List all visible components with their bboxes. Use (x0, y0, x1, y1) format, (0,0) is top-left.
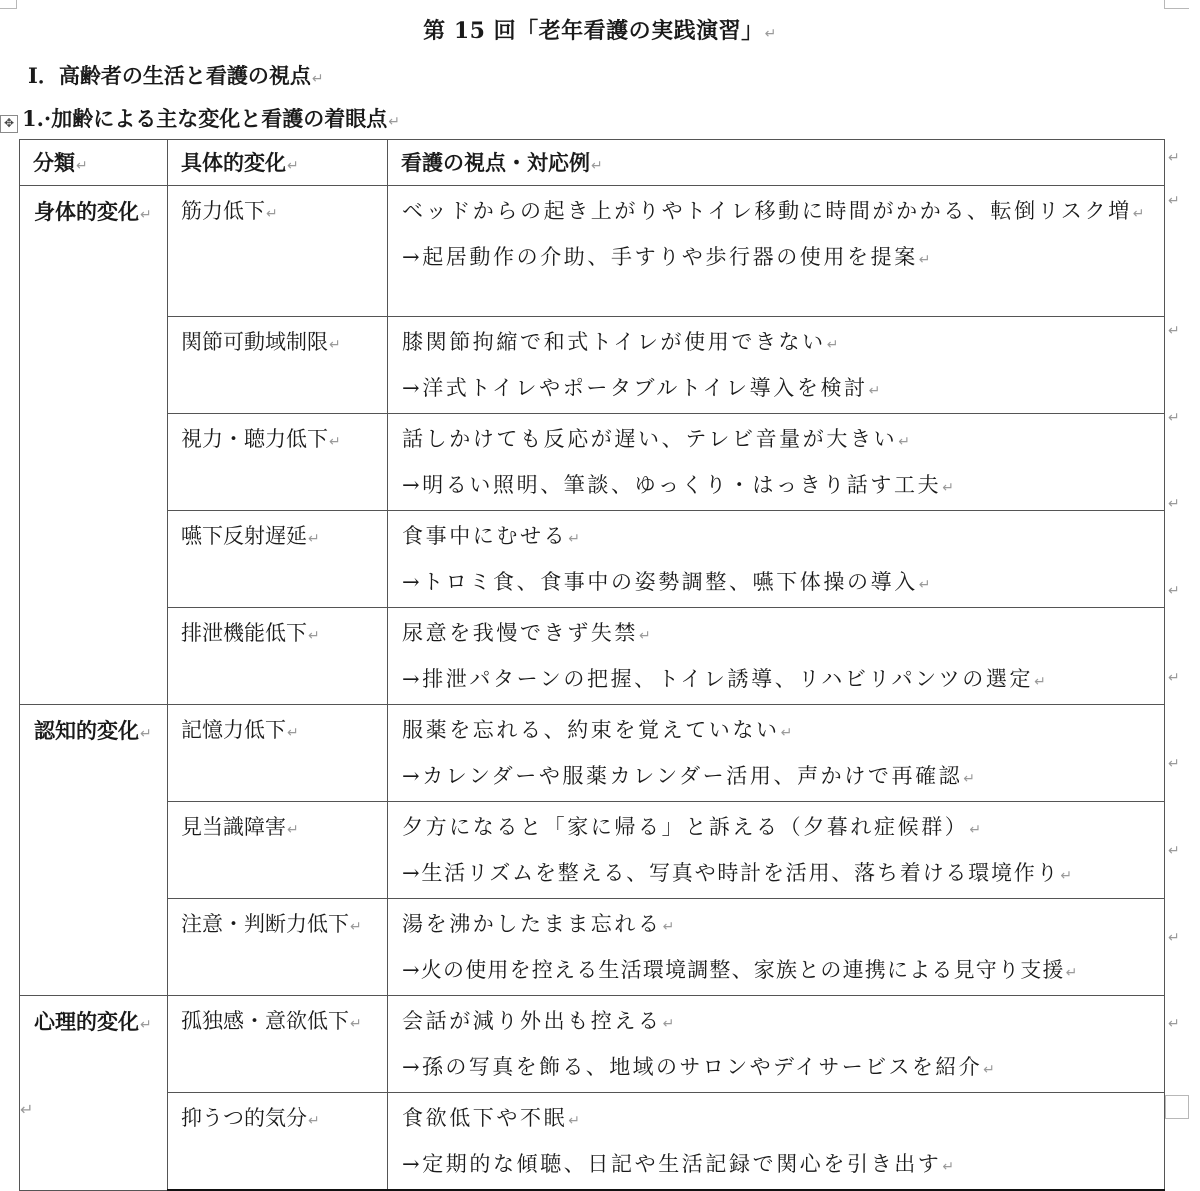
row-end-mark-icon: ↵ (1168, 150, 1180, 166)
care-observation: 話しかけても反応が遅い、テレビ音量が大きい↵ (402, 427, 913, 451)
paragraph-mark-icon: ↵ (898, 434, 913, 450)
care-observation: 食欲低下や不眠↵ (402, 1106, 583, 1130)
care-cell[interactable] (388, 608, 1165, 705)
row-end-mark-icon: ↵ (1168, 410, 1180, 426)
table-row (20, 414, 1165, 511)
care-observation: 湯を沸かしたまま忘れる↵ (402, 912, 677, 936)
cell-end-mark-icon: ↵ (308, 628, 320, 644)
care-response: →生活リズムを整える、写真や時計を活用、落ち着ける環境作り↵ (402, 861, 1074, 885)
document-title[interactable] (0, 14, 1200, 45)
change-cell[interactable] (168, 1093, 388, 1191)
cell-end-mark-icon: ↵ (308, 1113, 320, 1129)
table-move-handle-icon[interactable]: ✥ (0, 115, 18, 133)
row-end-mark-icon: ↵ (1168, 193, 1180, 209)
row-end-mark-icon: ↵ (1168, 1016, 1180, 1032)
cell-end-mark-icon: ↵ (287, 725, 299, 741)
row-end-mark-icon: ↵ (1168, 930, 1180, 946)
paragraph-mark-icon: ↵ (568, 1113, 583, 1129)
table-row (20, 802, 1165, 899)
row-end-mark-icon: ↵ (1168, 583, 1180, 599)
change-label: 筋力低下 (181, 199, 265, 223)
header-cell-category[interactable] (20, 140, 168, 186)
paragraph-mark-icon: ↵ (662, 1016, 677, 1032)
table-row (20, 608, 1165, 705)
paragraph-mark-icon: ↵ (388, 114, 400, 130)
change-label: 注意・判断力低下 (181, 912, 349, 936)
aging-changes-table (19, 139, 1165, 1191)
paragraph-mark-icon: ↵ (963, 771, 978, 787)
document-title-text: 第 15 回「老年看護の実践演習」 (423, 18, 764, 44)
table-row (20, 186, 1165, 317)
paragraph-mark-icon: ↵ (764, 26, 777, 42)
cell-end-mark-icon: ↵ (308, 531, 320, 547)
cell-end-mark-icon: ↵ (287, 822, 299, 838)
cell-end-mark-icon: ↵ (329, 337, 341, 353)
final-paragraph-mark-icon[interactable]: ↵ (20, 1100, 34, 1119)
section-heading[interactable] (28, 60, 324, 90)
cell-end-mark-icon: ↵ (591, 158, 603, 174)
paragraph-mark-icon: ↵ (1034, 674, 1049, 690)
change-cell[interactable] (168, 414, 388, 511)
header-cell-care[interactable] (388, 140, 1165, 186)
paragraph-mark-icon: ↵ (1132, 206, 1148, 222)
cell-end-mark-icon: ↵ (350, 1016, 362, 1032)
paragraph-mark-icon: ↵ (969, 822, 984, 838)
cell-end-mark-icon: ↵ (350, 919, 362, 935)
paragraph-mark-icon: ↵ (1065, 965, 1079, 981)
paragraph-mark-icon: ↵ (983, 1062, 998, 1078)
paragraph-mark-icon: ↵ (780, 725, 795, 741)
page-corner-marker-top-right (1164, 0, 1189, 9)
care-cell[interactable] (388, 899, 1165, 996)
paragraph-mark-icon: ↵ (868, 383, 883, 399)
category-cell[interactable] (20, 996, 168, 1191)
care-cell[interactable] (388, 705, 1165, 802)
paragraph-mark-icon: ↵ (311, 71, 324, 87)
care-response: →孫の写真を飾る、地域のサロンやデイサービスを紹介↵ (402, 1055, 998, 1079)
change-label: 孤独感・意欲低下 (181, 1009, 349, 1033)
row-end-mark-icon: ↵ (1168, 496, 1180, 512)
cell-end-mark-icon: ↵ (266, 206, 278, 222)
care-response: →排泄パターンの把握、トイレ誘導、リハビリパンツの選定↵ (402, 667, 1049, 691)
cell-end-mark-icon: ↵ (140, 207, 152, 223)
care-cell[interactable] (388, 511, 1165, 608)
change-cell[interactable] (168, 996, 388, 1093)
table-header-row (20, 140, 1165, 186)
cell-end-mark-icon: ↵ (287, 158, 299, 174)
change-cell[interactable] (168, 705, 388, 802)
care-observation: 膝関節拘縮で和式トイレが使用できない↵ (402, 330, 842, 354)
category-cell[interactable] (20, 186, 168, 705)
paragraph-mark-icon: ↵ (918, 577, 934, 593)
care-cell[interactable] (388, 802, 1165, 899)
table-row (20, 899, 1165, 996)
row-end-mark-icon: ↵ (1168, 843, 1180, 859)
category-label: 身体的変化 (34, 199, 139, 224)
care-cell[interactable] (388, 317, 1165, 414)
section-heading-text: Ⅰ．高齢者の生活と看護の視点 (28, 63, 311, 88)
care-cell[interactable] (388, 996, 1165, 1093)
header-cell-change[interactable] (168, 140, 388, 186)
care-observation: 食事中にむせる↵ (402, 524, 583, 548)
table-row (20, 1093, 1165, 1191)
cell-end-mark-icon: ↵ (140, 726, 152, 742)
row-end-mark-icon: ↵ (1168, 323, 1180, 339)
category-label: 認知的変化 (34, 718, 139, 743)
paragraph-mark-icon: ↵ (662, 919, 677, 935)
paragraph-mark-icon: ↵ (918, 252, 934, 268)
change-label: 嚥下反射遅延 (181, 524, 307, 548)
care-response: →定期的な傾聴、日記や生活記録で関心を引き出す↵ (402, 1152, 957, 1176)
paragraph-mark-icon: ↵ (1060, 868, 1074, 884)
paragraph-mark-icon: ↵ (568, 531, 583, 547)
table-row (20, 317, 1165, 414)
category-cell[interactable] (20, 705, 168, 996)
header-label: 分類 (33, 150, 75, 175)
care-observation: ベッドからの起き上がりやトイレ移動に時間がかかる、転倒リスク増↵ (402, 199, 1148, 223)
care-response: →トロミ食、食事中の姿勢調整、嚥下体操の導入↵ (402, 570, 934, 594)
header-label: 看護の視点・対応例 (401, 150, 590, 175)
care-response: →カレンダーや服薬カレンダー活用、声かけで再確認↵ (402, 764, 978, 788)
page-corner-marker-top-left (0, 0, 17, 9)
row-end-mark-icon: ↵ (1168, 670, 1180, 686)
change-label: 関節可動域制限 (181, 330, 328, 354)
subsection-heading[interactable] (22, 103, 400, 133)
change-cell[interactable] (168, 186, 388, 317)
cell-end-mark-icon: ↵ (329, 434, 341, 450)
change-cell[interactable] (168, 802, 388, 899)
header-label: 具体的変化 (181, 150, 286, 175)
cell-end-mark-icon: ↵ (140, 1017, 152, 1033)
care-observation: 夕方になると「家に帰る」と訴える（夕暮れ症候群）↵ (402, 815, 984, 839)
care-response: →起居動作の介助、手すりや歩行器の使用を提案↵ (402, 245, 934, 269)
change-cell[interactable] (168, 511, 388, 608)
care-observation: 会話が減り外出も控える↵ (402, 1009, 677, 1033)
care-observation: 尿意を我慢できず失禁↵ (402, 621, 654, 645)
change-label: 排泄機能低下 (181, 621, 307, 645)
paragraph-mark-icon: ↵ (639, 628, 654, 644)
table-row (20, 996, 1165, 1093)
change-cell[interactable] (168, 608, 388, 705)
row-end-mark-icon: ↵ (1168, 756, 1180, 772)
change-cell[interactable] (168, 899, 388, 996)
care-response: →明るい照明、筆談、ゆっくり・はっきり話す工夫↵ (402, 473, 957, 497)
paragraph-mark-icon: ↵ (942, 1159, 957, 1175)
change-label: 記憶力低下 (181, 718, 286, 742)
change-cell[interactable] (168, 317, 388, 414)
care-cell[interactable] (388, 186, 1165, 317)
table-row (20, 705, 1165, 802)
care-response: →火の使用を控える生活環境調整、家族との連携による見守り支援↵ (402, 958, 1079, 982)
care-observation: 服薬を忘れる、約束を覚えていない↵ (402, 718, 795, 742)
care-cell[interactable] (388, 1093, 1165, 1191)
change-label: 視力・聴力低下 (181, 427, 328, 451)
table-row (20, 511, 1165, 608)
care-cell[interactable] (388, 414, 1165, 511)
category-label: 心理的変化 (34, 1009, 139, 1034)
change-label: 抑うつ的気分 (181, 1106, 307, 1130)
care-response: →洋式トイレやポータブルトイレ導入を検討↵ (402, 376, 883, 400)
change-label: 見当識障害 (181, 815, 286, 839)
paragraph-mark-icon: ↵ (826, 337, 842, 353)
paragraph-mark-icon: ↵ (942, 480, 957, 496)
table-resize-handle[interactable] (1165, 1095, 1189, 1119)
cell-end-mark-icon: ↵ (76, 158, 88, 174)
subsection-heading-text: 1.·加齢による主な変化と看護の着眼点 (22, 106, 388, 131)
